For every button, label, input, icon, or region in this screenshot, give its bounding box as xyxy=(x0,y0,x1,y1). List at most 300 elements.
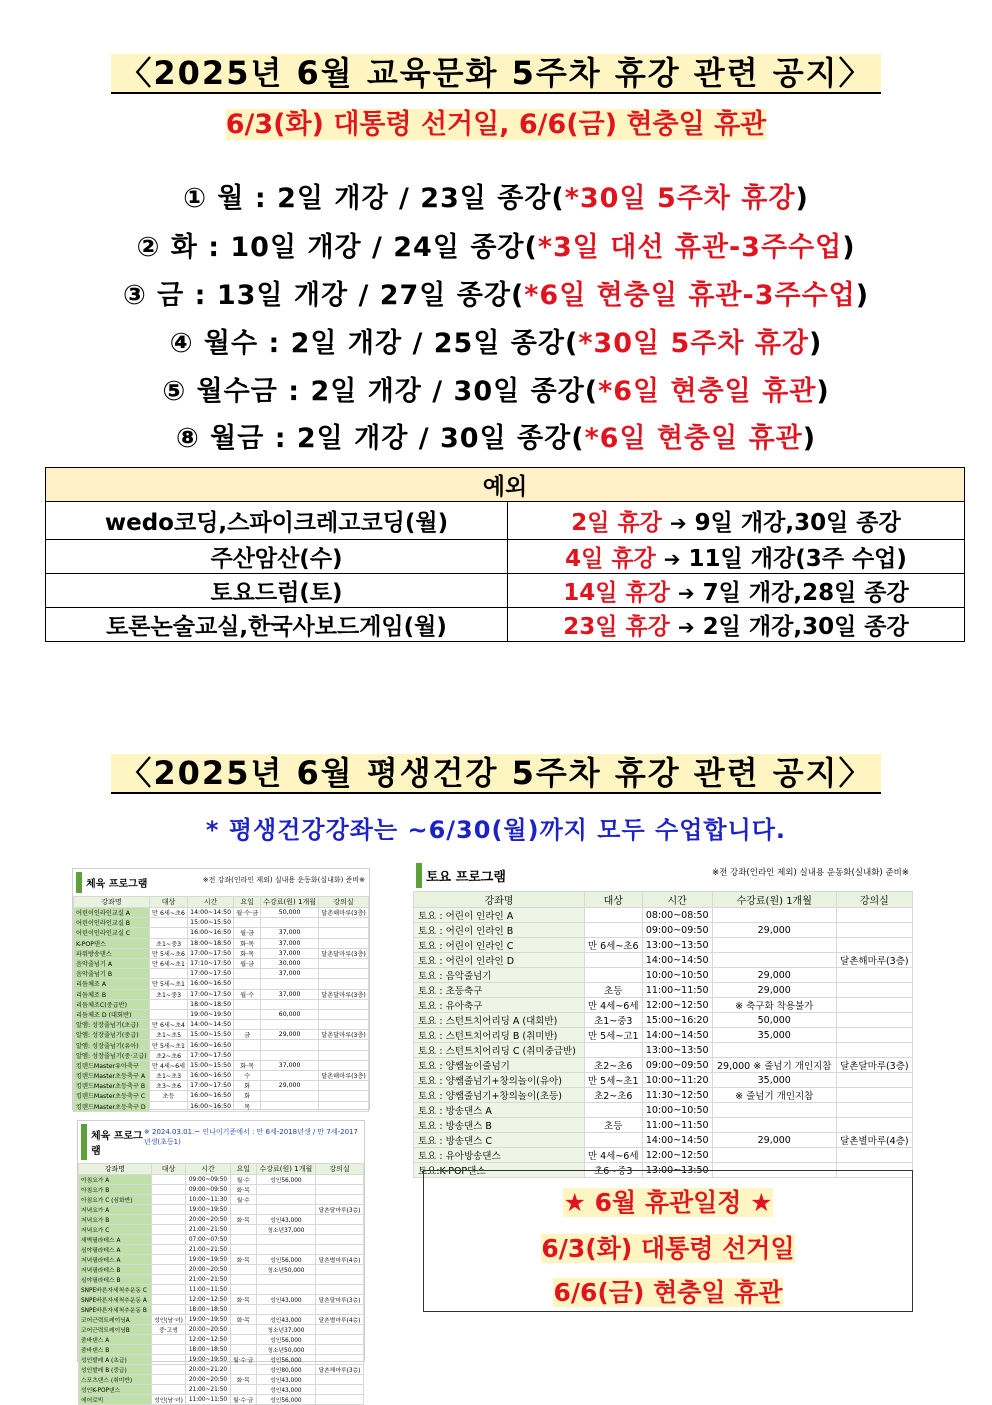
table-row xyxy=(414,998,913,1013)
table-cell: 달촌달마루(3층) xyxy=(836,1058,912,1073)
table-cell xyxy=(230,1335,256,1345)
table-cell: 달촌별마루(4층) xyxy=(315,1255,363,1265)
column-header: 시간 xyxy=(642,892,712,908)
table-cell: 12:00~12:50 xyxy=(642,998,712,1013)
table-cell: 17:00~17:50 xyxy=(188,989,234,999)
table-cell: 월·수 xyxy=(234,989,261,999)
table-cell: 17:00~17:50 xyxy=(188,1081,234,1091)
table-cell xyxy=(315,1345,363,1355)
table-cell: 알엠: 성장줄넘기(초급) xyxy=(74,1020,150,1030)
thumb1-caption: 체육 프로그램 ※전 강좌(인라인 제외) 실내용 운동화(실내화) 준비※ xyxy=(76,872,369,893)
table-cell: 29,000 xyxy=(712,983,836,998)
table-cell xyxy=(584,923,642,938)
table-row xyxy=(414,968,913,983)
table-cell: 저녁필라테스 B xyxy=(79,1265,152,1275)
thumb2-caption: 체육 프로그램 ※ 2024.03.01.~ 인나이기준에서 : 만 6세-2018년생 / 만 7세-2017년생(초등1) xyxy=(81,1124,364,1160)
table-row xyxy=(79,1275,364,1285)
exception-header: 예외 xyxy=(46,468,965,502)
column-header: 강좌명 xyxy=(74,897,150,908)
table-cell: 성인발레 B (중급) xyxy=(79,1365,152,1375)
table-cell: 아침요가 C (심화반) xyxy=(79,1195,152,1205)
table-cell xyxy=(151,1275,186,1285)
table-cell: 09:00~09:50 xyxy=(642,923,712,938)
notice1-subtitle: 6/3(화) 대통령 선거일, 6/6(금) 현충일 휴관 xyxy=(225,109,767,140)
exception-off: 4일 휴강 xyxy=(565,546,656,572)
schedule-line xyxy=(0,321,992,360)
table-cell: 만 5세~초6 xyxy=(149,948,187,958)
exception-off: 2일 휴강 xyxy=(571,510,662,536)
table-cell: 심야필라테스 B xyxy=(79,1275,152,1285)
table-cell: 만 5세~초1 xyxy=(584,1073,642,1088)
table-cell xyxy=(234,1050,261,1060)
table-cell xyxy=(836,1043,912,1058)
exception-row xyxy=(46,574,965,608)
table-cell: 저녁필라테스 A xyxy=(79,1255,152,1265)
table-cell xyxy=(836,938,912,953)
table-cell xyxy=(836,1103,912,1118)
table-cell: 성인80,000 xyxy=(256,1365,315,1375)
schedule-close: ) xyxy=(816,376,830,407)
table-cell: SNPE바른자세척추운동 C xyxy=(79,1285,152,1295)
schedule-line xyxy=(0,225,992,264)
table-cell: 청소년37,000 xyxy=(256,1225,315,1235)
table-cell xyxy=(319,1009,369,1019)
table-cell xyxy=(712,938,836,953)
column-header: 강의실 xyxy=(315,1164,363,1175)
table-cell: 킹덴드Master초등축구 C xyxy=(74,1091,150,1101)
table-cell: 만 6세~초6 xyxy=(584,938,642,953)
table-cell xyxy=(151,1385,186,1395)
table-cell: 15:00~15:50 xyxy=(188,1030,234,1040)
table-cell: 월·수·금 xyxy=(234,908,261,918)
exception-rest: 2일 개강,30일 종강 xyxy=(702,614,909,640)
table-cell: 60,000 xyxy=(261,1009,319,1019)
table-cell xyxy=(836,1118,912,1133)
table-cell: 29,000 ※ 줄넘기 개인지참 xyxy=(712,1058,836,1073)
table-cell xyxy=(319,938,369,948)
table-cell xyxy=(319,1050,369,1060)
notice1-title: 〈2025년 6월 교육문화 5주차 휴강 관련 공지〉 xyxy=(0,48,992,94)
table-cell: 11:00~11:50 xyxy=(642,1118,712,1133)
table-cell xyxy=(315,1385,363,1395)
table-cell: 청소년37,000 xyxy=(256,1325,315,1335)
table-cell xyxy=(584,953,642,968)
table-cell: 19:00~19:50 xyxy=(186,1315,230,1325)
table-cell: 리듬체조 B xyxy=(74,989,150,999)
table-cell xyxy=(712,1118,836,1133)
table-cell: 파워방송댄스 xyxy=(74,948,150,958)
thumb2-table xyxy=(78,1163,364,1405)
table-cell: 19:00~19:50 xyxy=(186,1255,230,1265)
column-header: 수강료(원) 1개월 xyxy=(712,892,836,908)
table-cell: 달촌달마루(3층) xyxy=(319,948,369,958)
table-cell: 13:00~13:50 xyxy=(642,1043,712,1058)
exception-row xyxy=(46,540,965,574)
table-cell xyxy=(836,998,912,1013)
table-row xyxy=(79,1365,364,1375)
table-row xyxy=(79,1385,364,1395)
column-header: 수강료(원) 1개월 xyxy=(256,1164,315,1175)
exception-detail xyxy=(508,502,965,540)
table-cell xyxy=(319,969,369,979)
table-cell xyxy=(836,968,912,983)
column-header: 강좌명 xyxy=(414,892,585,908)
table-cell: 19:00~19:50 xyxy=(188,1009,234,1019)
table-row xyxy=(74,1040,369,1050)
table-cell: 화·목 xyxy=(234,938,261,948)
table-cell xyxy=(261,1071,319,1081)
table-cell xyxy=(584,1133,642,1148)
table-cell: 18:00~18:50 xyxy=(186,1345,230,1355)
schedule-close: ) xyxy=(842,232,856,263)
table-cell: 13:00~13:50 xyxy=(642,1163,712,1178)
table-cell: 토요 : 양쌤놀이줄넘기 xyxy=(414,1058,585,1073)
table-row xyxy=(74,948,369,958)
table-cell: 토요 : 어린이 인라인 A xyxy=(414,908,585,923)
table-cell xyxy=(230,1365,256,1375)
table-cell: 20:00~20:50 xyxy=(186,1265,230,1275)
table-cell: 10:00~10:50 xyxy=(642,968,712,983)
table-cell: 16:00~16:50 xyxy=(188,1091,234,1101)
table-cell: 토요 : 유아축구 xyxy=(414,998,585,1013)
table-cell: 달촌해마루(3층) xyxy=(319,908,369,918)
column-header: 요일 xyxy=(234,897,261,908)
table-cell: 성인발레 A (초급) xyxy=(79,1355,152,1365)
table-row xyxy=(79,1295,364,1305)
table-cell: 성인43,000 xyxy=(256,1215,315,1225)
table-cell: 알엠: 성장줄넘기(유아) xyxy=(74,1040,150,1050)
table-cell xyxy=(836,1013,912,1028)
table-row xyxy=(74,979,369,989)
table-cell xyxy=(315,1215,363,1225)
table-cell xyxy=(230,1345,256,1355)
table-row xyxy=(79,1235,364,1245)
table-cell xyxy=(315,1285,363,1295)
table-cell: 어린이인라인교실 C xyxy=(74,928,150,938)
table-row xyxy=(74,908,369,918)
table-cell xyxy=(712,908,836,923)
table-cell xyxy=(149,999,187,1009)
table-cell xyxy=(234,979,261,989)
table-cell: 성인43,000 xyxy=(256,1295,315,1305)
table-cell: 초등 xyxy=(584,1118,642,1133)
table-cell: 21:00~21:50 xyxy=(186,1385,230,1395)
schedule-line xyxy=(0,416,992,455)
table-cell xyxy=(315,1375,363,1385)
table-row xyxy=(79,1255,364,1265)
table-row xyxy=(74,1091,369,1101)
table-cell: 성인56,000 xyxy=(256,1255,315,1265)
schedule-note: *6일 현충일 휴관-3주수업 xyxy=(524,280,856,311)
schedule-text: ① 월 : 2일 개강 / 23일 종강( xyxy=(183,183,565,214)
holiday-box-line2: 6/6(금) 현충일 휴관 xyxy=(553,1278,783,1307)
table-cell xyxy=(256,1185,315,1195)
table-cell: 만 5세~초1 xyxy=(149,979,187,989)
table-cell: 14:00~14:50 xyxy=(188,1020,234,1030)
schedule-note: *6일 현충일 휴관 xyxy=(598,376,817,407)
table-cell: 달촌달마루(3층) xyxy=(315,1205,363,1215)
table-cell xyxy=(149,969,187,979)
table-row xyxy=(79,1225,364,1235)
table-cell xyxy=(319,928,369,938)
table-cell: 37,000 xyxy=(261,938,319,948)
table-cell: 20:00~20:50 xyxy=(186,1325,230,1335)
table-cell xyxy=(151,1355,186,1365)
sports-program-thumbnail-2 xyxy=(77,1120,365,1404)
table-cell: 리듬체조 A xyxy=(74,979,150,989)
table-cell: 15:00~15:50 xyxy=(188,918,234,928)
table-cell: 달촌해마루(3층) xyxy=(836,953,912,968)
column-header: 요일 xyxy=(230,1164,256,1175)
table-cell: 달촌별마루(4층) xyxy=(315,1315,363,1325)
schedule-line xyxy=(0,369,992,408)
table-cell xyxy=(151,1195,186,1205)
table-cell: 줌바댄스 A xyxy=(79,1335,152,1345)
table-cell: 어린이인라인교실 B xyxy=(74,918,150,928)
table-cell xyxy=(256,1195,315,1205)
schedule-note: *6일 현충일 휴관 xyxy=(584,423,803,454)
table-cell xyxy=(315,1335,363,1345)
table-cell: 달촌달마루(3층) xyxy=(315,1295,363,1305)
table-cell: 16:00~16:50 xyxy=(188,928,234,938)
table-row xyxy=(414,1028,913,1043)
holiday-schedule-box xyxy=(423,1170,913,1312)
table-cell xyxy=(151,1235,186,1245)
table-cell: 달촌해마루(3층) xyxy=(315,1365,363,1375)
table-cell: 만 6세~초1 xyxy=(149,958,187,968)
table-cell xyxy=(319,1101,369,1111)
arrow-right-icon: ➔ xyxy=(663,547,681,571)
table-cell xyxy=(712,953,836,968)
toyo-caption: 토요 프로그램 ※전 강좌(인라인 제외) 실내용 운동화(실내화) 준비※ xyxy=(416,863,913,888)
table-cell: 초1~중3 xyxy=(149,989,187,999)
column-header: 강의실 xyxy=(319,897,369,908)
schedule-text: ④ 월수 : 2일 개강 / 25일 종강( xyxy=(169,328,579,359)
exception-rest: 11일 개강(3주 수업) xyxy=(688,546,907,572)
table-row xyxy=(79,1325,364,1335)
table-cell: 18:00~18:50 xyxy=(188,938,234,948)
table-cell: 화·목 xyxy=(234,1060,261,1070)
table-cell xyxy=(149,928,187,938)
table-row xyxy=(79,1245,364,1255)
table-cell xyxy=(151,1375,186,1385)
exception-row xyxy=(46,502,965,540)
table-row xyxy=(414,983,913,998)
table-cell: 토요 : 방송댄스 A xyxy=(414,1103,585,1118)
table-cell: 16:00~16:50 xyxy=(188,1040,234,1050)
table-cell xyxy=(151,1265,186,1275)
table-cell: 11:00~11:50 xyxy=(186,1285,230,1295)
table-cell: 35,000 xyxy=(712,1028,836,1043)
table-row xyxy=(414,1118,913,1133)
table-cell: 성인K-POP댄스 xyxy=(79,1385,152,1395)
table-cell xyxy=(261,1040,319,1050)
table-cell xyxy=(319,1040,369,1050)
table-cell xyxy=(261,1050,319,1060)
exception-rest: 7일 개강,28일 종강 xyxy=(702,580,909,606)
table-cell: 50,000 xyxy=(261,908,319,918)
table-cell: 달촌달마루(3층) xyxy=(319,1030,369,1040)
schedule-text: ⑧ 월금 : 2일 개강 / 30일 종강( xyxy=(175,423,585,454)
table-row xyxy=(74,918,369,928)
table-cell: 토요 : 어린이 인라인 C xyxy=(414,938,585,953)
table-row xyxy=(414,1088,913,1103)
table-cell: 토요 : 스턴트치어리딩 B (취미반) xyxy=(414,1028,585,1043)
holiday-box-line1: 6/3(화) 대통령 선거일 xyxy=(541,1234,795,1263)
table-cell xyxy=(256,1275,315,1285)
table-cell: 초등 xyxy=(584,983,642,998)
table-cell: 29,000 xyxy=(261,1030,319,1040)
table-cell: 성인43,000 xyxy=(256,1375,315,1385)
table-cell: 저녁요가 B xyxy=(79,1215,152,1225)
table-cell: 만 6세~초6 xyxy=(149,908,187,918)
table-row xyxy=(79,1345,364,1355)
exception-class-name: 주산암산(수) xyxy=(46,540,508,574)
table-row xyxy=(74,1060,369,1070)
table-row xyxy=(79,1395,364,1405)
table-cell xyxy=(584,908,642,923)
table-cell: 만 5세~고1 xyxy=(584,1028,642,1043)
table-cell: 29,000 xyxy=(712,923,836,938)
table-row xyxy=(74,969,369,979)
table-cell xyxy=(151,1225,186,1235)
table-cell xyxy=(151,1255,186,1265)
table-cell xyxy=(261,918,319,928)
table-cell: 음악줄넘기 A xyxy=(74,958,150,968)
table-row xyxy=(79,1185,364,1195)
table-cell: 성인(남·녀) xyxy=(151,1315,186,1325)
table-cell xyxy=(234,1009,261,1019)
column-header: 강좌명 xyxy=(79,1164,152,1175)
table-cell xyxy=(319,979,369,989)
table-cell xyxy=(230,1235,256,1245)
table-cell xyxy=(836,1073,912,1088)
table-cell: 성인(남·녀) xyxy=(151,1395,186,1405)
sports-program-thumbnail-1 xyxy=(72,868,370,1110)
table-cell: 11:00~11:50 xyxy=(186,1395,230,1405)
table-row xyxy=(74,958,369,968)
table-cell xyxy=(261,1101,319,1111)
table-cell xyxy=(230,1285,256,1295)
notice2-title: 〈2025년 6월 평생건강 5주차 휴강 관련 공지〉 xyxy=(0,748,992,794)
table-cell: 초6~중3 xyxy=(584,1163,642,1178)
table-cell xyxy=(151,1295,186,1305)
table-cell: 스포츠댄스 (취미반) xyxy=(79,1375,152,1385)
table-cell: 달촌달마루(3층) xyxy=(319,989,369,999)
table-cell: 29,000 xyxy=(712,1133,836,1148)
table-cell: 14:00~14:50 xyxy=(642,1133,712,1148)
table-cell: 성인56,000 xyxy=(256,1175,315,1185)
table-cell xyxy=(315,1305,363,1315)
table-cell xyxy=(230,1385,256,1395)
table-cell xyxy=(261,979,319,989)
table-cell xyxy=(315,1395,363,1405)
table-cell: 37,000 xyxy=(261,969,319,979)
table-cell xyxy=(836,908,912,923)
table-cell: 17:00~17:50 xyxy=(188,948,234,958)
table-cell xyxy=(315,1195,363,1205)
table-cell: 알엠: 성장줄넘기(중·고급) xyxy=(74,1050,150,1060)
table-cell: 토요 : 초등축구 xyxy=(414,983,585,998)
table-cell: 성인56,000 xyxy=(256,1355,315,1365)
table-cell xyxy=(712,1148,836,1163)
table-cell: 화·목 xyxy=(230,1315,256,1325)
table-cell: 성인43,000 xyxy=(256,1315,315,1325)
table-row xyxy=(74,1081,369,1091)
table-row xyxy=(414,908,913,923)
table-cell: 09:00~09:50 xyxy=(186,1185,230,1195)
exception-row xyxy=(46,608,965,642)
exception-detail xyxy=(508,574,965,608)
table-cell: ※ 줄넘기 개인지참 xyxy=(712,1088,836,1103)
table-row xyxy=(74,989,369,999)
table-cell xyxy=(315,1245,363,1255)
saturday-program-table-block xyxy=(413,860,913,1177)
table-cell xyxy=(151,1215,186,1225)
exception-class-name: wedo코딩,스파이크레고코딩(월) xyxy=(46,502,508,540)
table-cell: 37,000 xyxy=(261,1060,319,1070)
table-cell: 만 4세~6세 xyxy=(149,1060,187,1070)
table-cell: 리듬체조 D (대회반) xyxy=(74,1009,150,1019)
table-cell xyxy=(151,1285,186,1295)
table-cell xyxy=(149,1101,187,1111)
table-cell: SNPE바른자세척추운동 A xyxy=(79,1295,152,1305)
table-cell: 20:00~20:50 xyxy=(186,1215,230,1225)
column-header: 수강료(원) 1개월 xyxy=(261,897,319,908)
exception-class-name: 토론논술교실,한국사보드게임(월) xyxy=(46,608,508,642)
table-row xyxy=(79,1285,364,1295)
table-cell: 성인56,000 xyxy=(256,1335,315,1345)
table-cell: ※ 축구화 착용불가 xyxy=(712,998,836,1013)
table-cell xyxy=(230,1325,256,1335)
table-cell: 37,000 xyxy=(261,928,319,938)
table-cell xyxy=(319,1060,369,1070)
table-cell: 성인43,000 xyxy=(256,1385,315,1395)
table-cell: 킹덴드Master초등축구 D xyxy=(74,1101,150,1111)
table-cell: 50,000 xyxy=(712,1013,836,1028)
table-cell: 킹덴드Master유아축구 xyxy=(74,1060,150,1070)
exception-table xyxy=(45,467,965,642)
table-cell xyxy=(256,1285,315,1295)
table-cell: 만 4세~6세 xyxy=(584,1148,642,1163)
table-cell xyxy=(315,1235,363,1245)
table-cell xyxy=(261,1091,319,1101)
table-cell xyxy=(836,1028,912,1043)
table-cell xyxy=(836,923,912,938)
table-cell: 토요 : 어린이 인라인 D xyxy=(414,953,585,968)
table-cell: 16:00~16:50 xyxy=(188,979,234,989)
schedule-text: ⑤ 월수금 : 2일 개강 / 30일 종강( xyxy=(162,376,599,407)
table-cell: K-POP댄스 xyxy=(74,938,150,948)
table-row xyxy=(79,1195,364,1205)
table-row xyxy=(74,1009,369,1019)
table-cell: 만 5세~초1 xyxy=(149,1040,187,1050)
table-row xyxy=(74,999,369,1009)
table-cell xyxy=(230,1245,256,1255)
table-row xyxy=(74,1071,369,1081)
schedule-close: ) xyxy=(809,328,823,359)
table-cell: 화·목 xyxy=(230,1215,256,1225)
arrow-right-icon: ➔ xyxy=(669,511,687,535)
exception-detail xyxy=(508,540,965,574)
table-cell xyxy=(256,1305,315,1315)
table-cell xyxy=(319,1020,369,1030)
column-header: 시간 xyxy=(188,897,234,908)
table-cell: 월·수·금 xyxy=(230,1355,256,1365)
table-cell: 토요 : 어린이 인라인 B xyxy=(414,923,585,938)
table-cell: 아침요가 A xyxy=(79,1175,152,1185)
table-cell: 08:00~08:50 xyxy=(642,908,712,923)
